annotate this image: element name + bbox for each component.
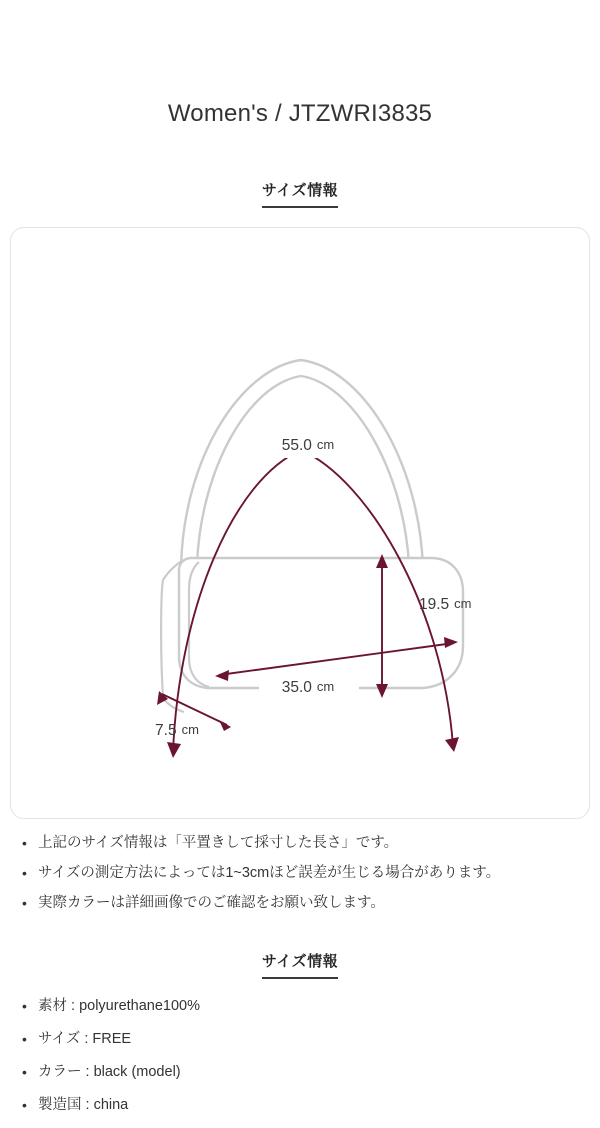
height-unit: cm bbox=[454, 596, 472, 612]
size-notes-list bbox=[10, 833, 590, 914]
note-text: 上記のサイズ情報は「平置きして採寸した長さ」です。 bbox=[38, 834, 399, 851]
strap-measure-arrow-right bbox=[445, 737, 459, 752]
depth-value: 7.5 bbox=[155, 721, 177, 739]
strap-drop-label bbox=[282, 437, 335, 454]
strap-drop-value: 55.0 bbox=[281, 436, 312, 454]
size-diagram-panel bbox=[10, 227, 590, 819]
bullet-icon: • bbox=[22, 1063, 27, 1080]
bullet-icon: • bbox=[22, 864, 27, 881]
page-title: Women's / JTZWRI3835 bbox=[167, 100, 433, 127]
list-item bbox=[22, 996, 578, 1017]
strap-inner-outline bbox=[197, 376, 409, 564]
list-item bbox=[22, 863, 578, 884]
bullet-icon: • bbox=[22, 834, 27, 851]
size-info-heading-wrap bbox=[10, 179, 590, 208]
size-info-heading: サイズ情報 bbox=[262, 179, 338, 208]
list-item bbox=[22, 1095, 578, 1116]
note-text: サイズの測定方法によっては1~3cmほど誤差が生じる場合があります。 bbox=[38, 864, 501, 881]
bullet-icon: • bbox=[22, 1030, 27, 1047]
list-item bbox=[22, 833, 578, 854]
bullet-icon: • bbox=[22, 894, 27, 911]
depth-label bbox=[155, 722, 199, 739]
bullet-icon: • bbox=[22, 997, 27, 1014]
strap-drop-unit: cm bbox=[316, 437, 335, 453]
bag-body-outline bbox=[179, 558, 463, 688]
spec-text: カラー : black (model) bbox=[38, 1063, 181, 1080]
height-value: 19.5 bbox=[419, 595, 450, 613]
height-measure-arrow-bottom bbox=[376, 684, 388, 698]
width-label bbox=[282, 679, 335, 696]
list-item bbox=[22, 1029, 578, 1050]
list-item bbox=[22, 893, 578, 914]
bullet-icon: • bbox=[22, 1096, 27, 1113]
height-label bbox=[419, 596, 472, 613]
depth-measure-line bbox=[162, 694, 227, 725]
depth-measure-arrow-right bbox=[219, 720, 231, 731]
spec-info-heading: サイズ情報 bbox=[262, 950, 338, 979]
note-text: 実際カラーは詳細画像でのご確認をお願い致します。 bbox=[38, 894, 385, 911]
bag-side-edge-outline bbox=[161, 580, 163, 698]
width-unit: cm bbox=[316, 679, 335, 695]
strap-measure-arrow-left bbox=[167, 742, 181, 758]
spec-text: 製造国 : china bbox=[38, 1096, 129, 1113]
width-value: 35.0 bbox=[281, 678, 312, 696]
bag-size-diagram bbox=[11, 228, 589, 818]
spec-list bbox=[10, 996, 590, 1116]
depth-unit: cm bbox=[181, 722, 199, 738]
spec-text: 素材 : polyurethane100% bbox=[38, 997, 201, 1014]
list-item bbox=[22, 1062, 578, 1083]
spec-text: サイズ : FREE bbox=[38, 1030, 132, 1047]
spec-info-heading-wrap bbox=[10, 950, 590, 979]
